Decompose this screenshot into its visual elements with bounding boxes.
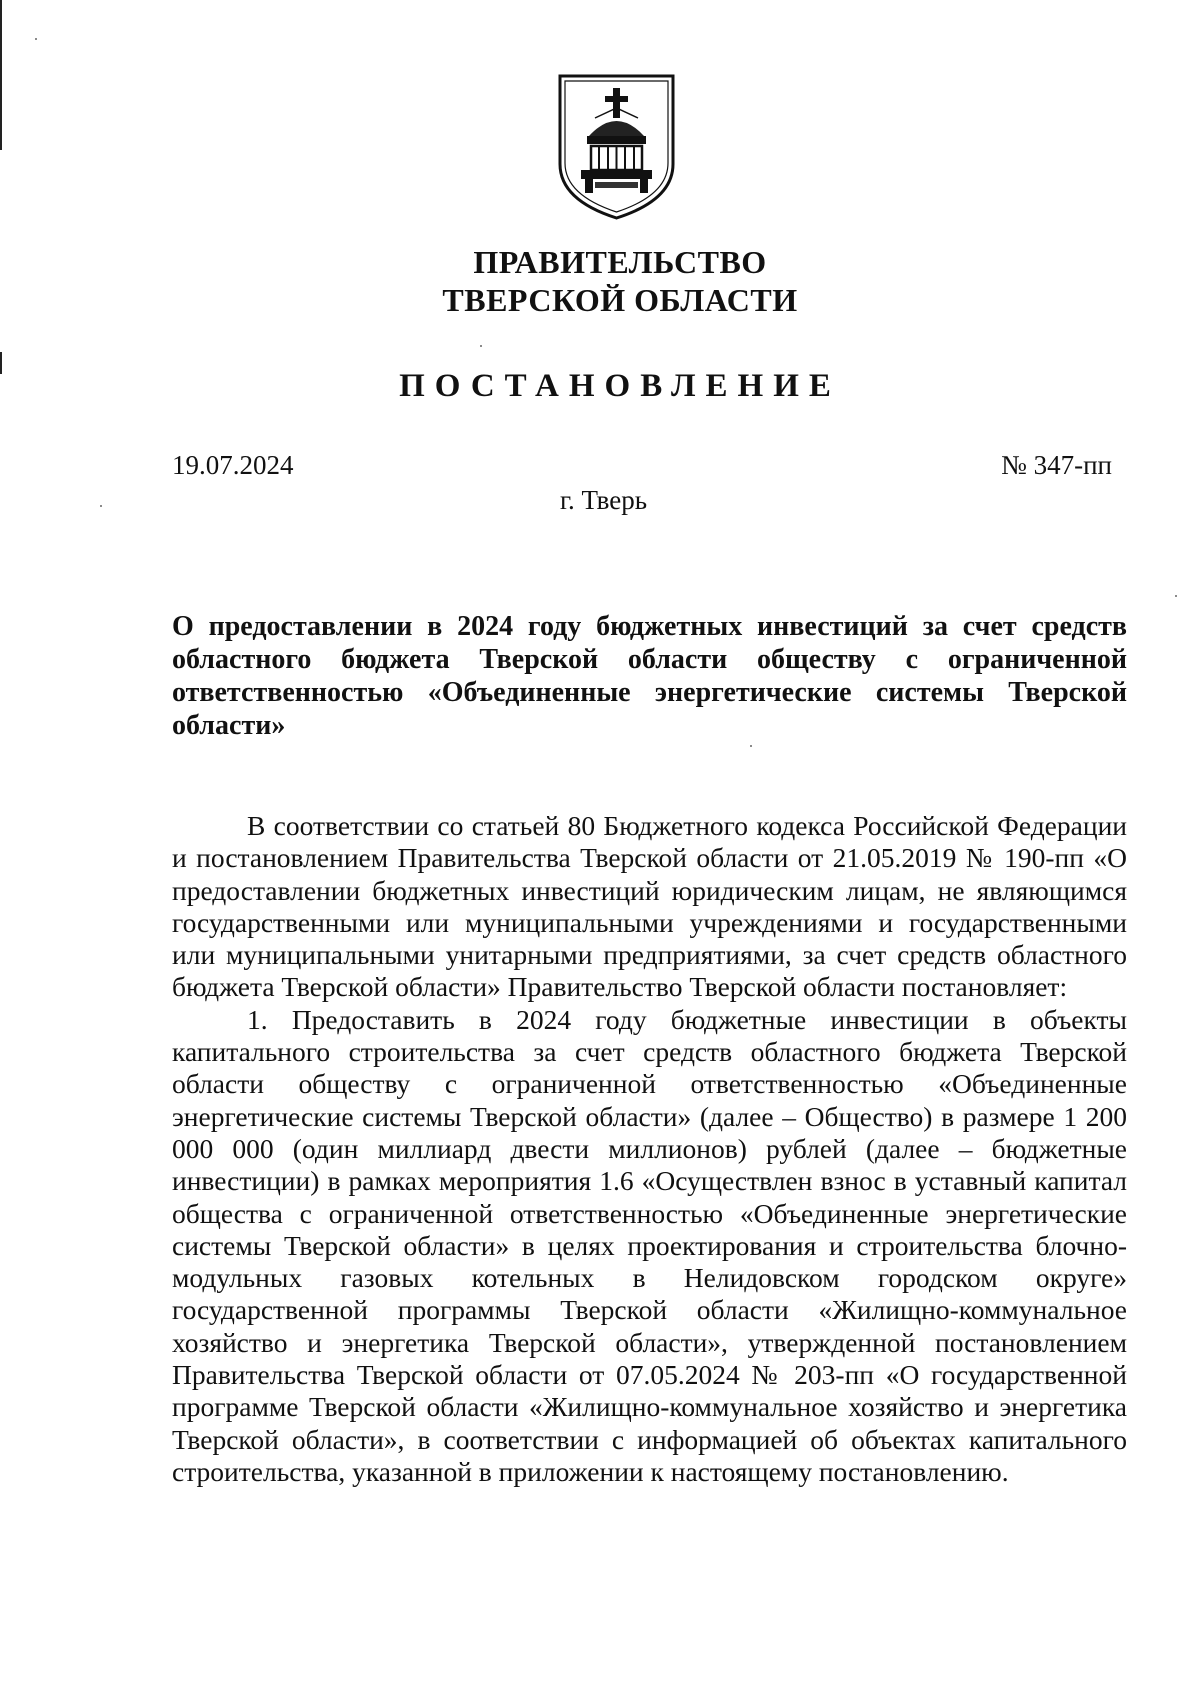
government-name-line2: ТВЕРСКОЙ ОБЛАСТИ <box>442 282 798 318</box>
document-number: № 347-пп <box>1001 450 1112 480</box>
scan-speck <box>1175 595 1177 597</box>
document-type-title: ПОСТАНОВЛЕНИЕ <box>399 368 841 404</box>
scan-speck <box>750 745 752 747</box>
preamble-paragraph: В соответствии со статьей 80 Бюджетного кодекса Российской Федерации и постановлением Правительства Тверской области от 21.05.2019 № 190-пп «О предоставлении бюджетных инвестиций юридическим лицам, не являющимся государственными или муниципальными учреждениями и государственными или муниципальными унитарными предприятиями, за счет средств областного бюджета Тверской области» Правительство Тверской области постановляет: <box>172 810 1127 1003</box>
tver-coat-of-arms-icon <box>555 72 678 222</box>
document-subject-heading: О предоставлении в 2024 году бюджетных инвестиций за счет средств областного бюджета Тверской области обществу с ограниченной ответственностью «Объединенные энергетические системы Тверской области» <box>172 611 1127 741</box>
clause-1-paragraph: 1. Предоставить в 2024 году бюджетные инвестиции в объекты капитального строительства за счет средств областного бюджета Тверской области обществу с ограниченной ответственностью «Объединенные энергетические системы Тверской области» (далее – Общество) в размере 1 200 000 000 (один миллиард двести миллионов) рублей (далее – бюджетные инвестиции) в рамках мероприятия 1.6 «Осуществлен взнос в уставный капитал общества с ограниченной ответственностью «Объединенные энергетические системы Тверской области» в целях проектирования и строительства блочно-модульных газовых котельных в Нелидовском городском округе» государственной программы Тверской области «Жилищно-коммунальное хозяйство и энергетика Тверской области», утвержденной постановлением Правительства Тверской области от 07.05.2024 № 203-пп «О государственной программе Тверской области «Жилищно-коммунальное хозяйство и энергетика Тверской области», в соответствии с информацией об объектах капитального строительства, указанной в приложении к настоящему постановлению. <box>172 1003 1127 1487</box>
scan-speck <box>100 505 102 507</box>
government-name-line1: ПРАВИТЕЛЬСТВО <box>473 244 767 280</box>
document-body <box>172 810 1127 1488</box>
scan-speck <box>35 38 37 40</box>
scan-speck <box>480 345 482 347</box>
document-date: 19.07.2024 <box>172 450 294 480</box>
scan-edge-mark <box>0 0 2 150</box>
document-city: г. Тверь <box>560 485 648 515</box>
